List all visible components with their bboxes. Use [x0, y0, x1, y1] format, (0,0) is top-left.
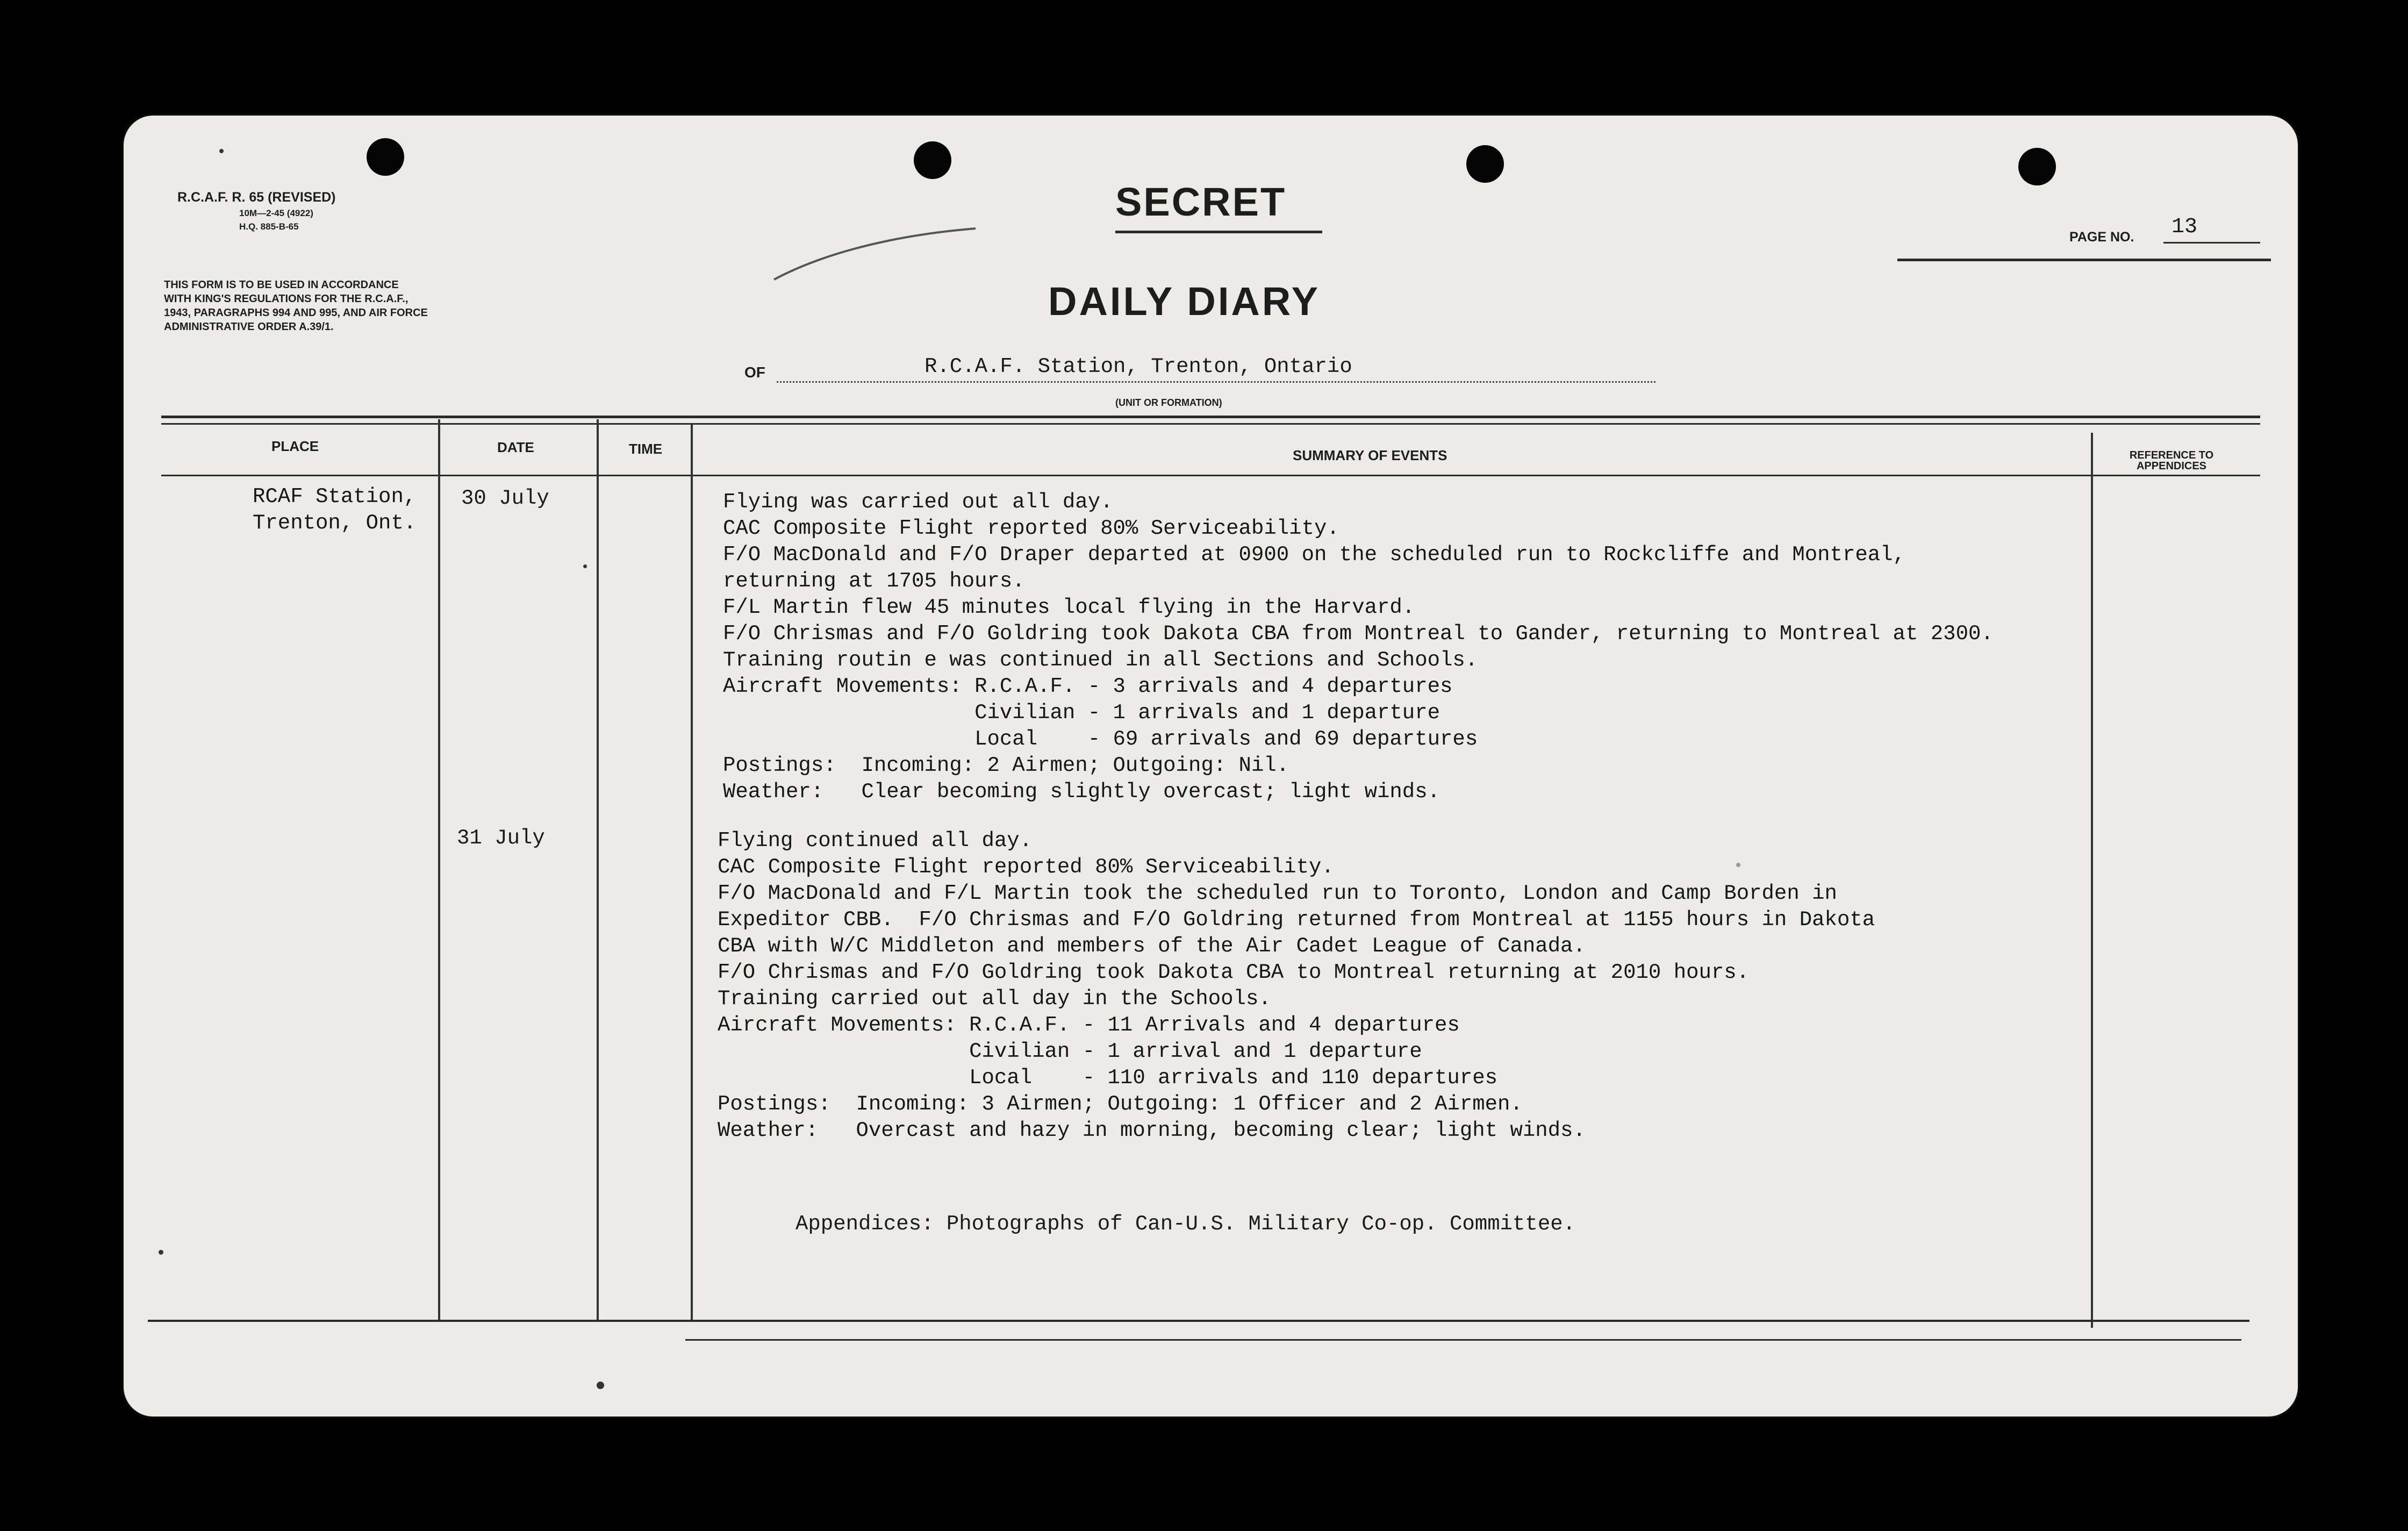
pencil-mark [771, 226, 981, 285]
header-bottom-rule [161, 475, 2260, 476]
punch-hole [1466, 145, 1504, 183]
table-top-rule [161, 423, 2260, 425]
column-header-summary: SUMMARY OF EVENTS [1293, 447, 1447, 463]
column-divider [597, 419, 599, 1320]
column-divider [691, 425, 693, 1320]
unit-caption: (UNIT OR FORMATION) [1115, 397, 1222, 408]
column-divider [438, 419, 440, 1320]
speck [583, 564, 587, 568]
punch-hole [2018, 148, 2056, 185]
punch-hole [914, 141, 951, 179]
speck [1736, 863, 1740, 867]
classification-stamp: SECRET [1115, 180, 1287, 224]
form-title: DAILY DIARY [1048, 279, 1320, 324]
speck [219, 149, 224, 153]
place-cell: RCAF Station, Trenton, Ont. [253, 485, 417, 535]
table-bottom-rule [148, 1320, 2249, 1322]
column-header-date: DATE [497, 439, 534, 455]
summary-entry: Flying was carried out all day. CAC Composite Flight reported 80% Serviceability. F/O MacDonald and F/O Draper departed at 0900 on the scheduled run to Rockcliffe and Montreal, returning at 1705 hours. F/L Martin flew 45 minutes local flying in the Harvard. F/O Chrismas and F/O Goldring took Dakota CBA from Montreal to Gander, returning to Montreal at 2300. Training routin e was continued in all Sections and Schools. Aircraft Movements: R.C.A.F. - 3 arrivals and 4 departures Civilian - 1 arrivals and 1 departure Local - 69 arrivals and 69 departures Postings: Incoming: 2 Airmen; Outgoing: Nil. Weather: Clear becoming slightly overcast; light winds. [723, 490, 1994, 804]
table-bottom-rule [685, 1339, 2241, 1341]
punch-hole [367, 138, 404, 176]
summary-entry: Flying continued all day. CAC Composite Flight reported 80% Serviceability. F/O MacDonald and F/L Martin took the scheduled run to Toronto, London and Camp Borden in Expeditor CBB. F/O Chrismas and F/O Goldring returned from Montreal at 1155 hours in Dakota CBA with W/C Middleton and members of the Air Cadet League of Canada. F/O Chrismas and F/O Goldring took Dakota CBA to Montreal returning at 2010 hours. Training carried out all day in the Schools. Aircraft Movements: R.C.A.F. - 11 Arrivals and 4 departures Civilian - 1 arrival and 1 departure Local - 110 arrivals and 110 departures Postings: Incoming: 3 Airmen; Outgoing: 1 Officer and 2 Airmen. Weather: Overcast and hazy in morning, becoming clear; light winds. [718, 829, 1875, 1142]
page-number: 13 [2172, 215, 2198, 239]
speck [597, 1382, 604, 1389]
unit-dotted-rule [777, 381, 1656, 383]
print-line: 10M—2-45 (4922) [239, 208, 313, 218]
header-rule [1897, 259, 2271, 261]
form-instructions: THIS FORM IS TO BE USED IN ACCORDANCE WITH KING'S REGULATIONS FOR THE R.C.A.F., 1943, PARAGRAPHS 994 AND 995, AND AIR FORCE ADMINISTRATIVE ORDER A.39/1. [164, 279, 428, 333]
entry-date: 30 July [461, 487, 549, 510]
entry-date: 31 July [457, 826, 545, 850]
diary-card [124, 116, 2298, 1416]
column-header-reference: REFERENCE TO APPENDICES [2129, 449, 2214, 472]
speck [159, 1250, 163, 1255]
column-divider [2091, 433, 2093, 1328]
page-number-rule [2163, 242, 2260, 244]
print-line: H.Q. 885-B-65 [239, 221, 299, 232]
appendices-note: Appendices: Photographs of Can-U.S. Military Co-op. Committee. [796, 1212, 1576, 1236]
of-label: OF [744, 364, 765, 381]
column-header-time: TIME [629, 441, 663, 457]
unit-name: R.C.A.F. Station, Trenton, Ontario [924, 355, 1352, 378]
column-header-place: PLACE [271, 438, 319, 454]
form-code: R.C.A.F. R. 65 (REVISED) [177, 190, 336, 205]
table-top-rule [161, 416, 2260, 418]
classification-underline [1115, 231, 1322, 233]
page-label: PAGE NO. [2069, 230, 2134, 245]
